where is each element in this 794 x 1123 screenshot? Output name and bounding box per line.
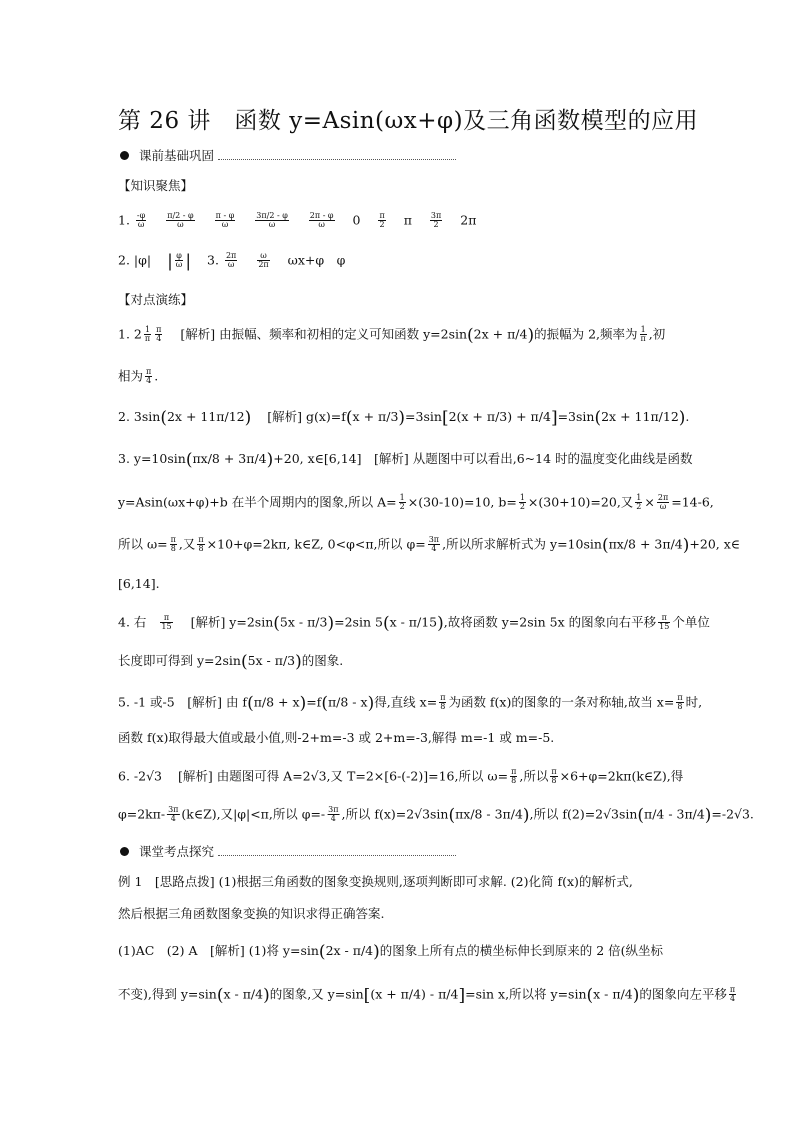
analysis-text: 的图象. — [301, 653, 344, 668]
fraction: $\frac{-\varphi}{\omega}$ — [136, 211, 146, 230]
analysis-text: ,所以 f(x)=2√3sin — [341, 806, 449, 822]
knowledge-line-1 — [118, 212, 476, 230]
math-expr: 2x + 11π/12 — [166, 409, 245, 424]
math-expr: (x + π/4) - π/4 — [370, 986, 459, 1002]
fraction: $\frac{1}{2}$ — [399, 493, 405, 512]
example-1-line-3: (1)AC (2) A [解析] (1)将 y=sin(2x - π/4)的图象上所有点的横坐标伸长到原来的 2 倍(纵坐标 — [118, 942, 664, 962]
practice-2-line-1: 2. 3sin(2x + 11π/12) [解析] g(x)=f(x + π/3)=3sin[2(x + π/3) + π/4]=3sin(2x + 11π/12). — [118, 408, 690, 428]
fraction: $\frac{2\pi}{\omega}$ — [657, 493, 669, 512]
section-header-in-class — [120, 842, 456, 860]
analysis-text: =3sin — [557, 409, 595, 424]
analysis-text: +20, x∈ — [689, 536, 741, 552]
analysis-text: 个单位 — [672, 614, 710, 630]
section-label: 课堂考点探究 — [139, 844, 215, 859]
analysis-text: 的振幅为 2,频率为 — [534, 326, 638, 342]
analysis-text: [解析] y=2sin — [190, 614, 274, 630]
analysis-text: [解析] 由题图可得 A=2√3,又 T=2×[6-(-2)]=16,所以 ω= — [177, 768, 509, 784]
analysis-text: =2sin 5 — [334, 614, 383, 630]
analysis-text: +20, x∈[6,14] [解析] 从题图中可以看出,6~14 时的温度变化曲线是函数 — [273, 451, 693, 466]
example-1-line-1: 例 1 [思路点拨] (1)根据三角函数的图象变换规则,逐项判断即可求解. (2)化简 f(x)的解析式, — [118, 874, 633, 889]
analysis-text: =sin x,所以将 y=sin — [465, 986, 587, 1002]
fraction: $\frac{\pi - \varphi}{\omega}$ — [215, 211, 235, 230]
section-label: 课前基础巩固 — [139, 148, 215, 163]
practice-6-line-1 — [118, 768, 683, 786]
analysis-text: ×6+φ=2kπ(k∈Z),得 — [559, 768, 684, 784]
fraction: $\frac{\pi}{15}$ — [659, 613, 670, 632]
practice-heading: 【对点演练】 — [118, 292, 194, 307]
analysis-text: =14-6, — [671, 494, 714, 510]
value-pi: π — [403, 212, 412, 228]
analysis-text: ,所以所求解析式为 y=10sin — [442, 536, 602, 552]
practice-5-line-2: 函数 f(x)取得最大值或最小值,则-2+m=-3 或 2+m=-3,解得 m=-1 或 m=-5. — [118, 730, 555, 745]
example-1-line-2: 然后根据三角函数图象变换的知识求得正确答案. — [118, 906, 385, 921]
math-expr: 5x - π/3 — [279, 614, 328, 630]
math-expr: πx/8 - 3π/4 — [455, 806, 523, 822]
fraction: $\frac{\pi}{8}$ — [551, 767, 557, 786]
math-expr: πx/8 + 3π/4 — [608, 536, 683, 552]
analysis-text: ,所以 — [519, 768, 549, 784]
fraction: $\frac{\pi}{15}$ — [161, 613, 172, 632]
bullet-icon — [120, 151, 129, 160]
fraction: $\frac{2\pi}{\omega}$ — [225, 251, 237, 270]
bullet-icon — [120, 847, 129, 856]
section-header-pre-class — [120, 146, 456, 164]
item-text: 2. |φ| — [118, 252, 152, 268]
answer: 1. 2 — [118, 326, 142, 342]
analysis-text: 不变),得到 y=sin — [118, 986, 217, 1002]
math-expr: 2(x + π/3) + π/4 — [448, 409, 551, 424]
item-text: ωx+φ φ — [287, 252, 346, 268]
practice-3-line-4: [6,14]. — [118, 576, 160, 591]
analysis-text: y=Asin(ωx+φ)+b 在半个周期内的图象,所以 A= — [118, 494, 397, 510]
math-expr: π/8 + x — [253, 694, 300, 710]
practice-5-line-1: 5. -1 或-5 [解析] 由 f(π/8 + x)=f(π/8 - x)得,直线 x= $\frac{\pi}{8}$ 为函数 f(x)的图象的一条对称轴,故当 x= $\frac{\pi}{8}$ 时, — [118, 693, 703, 714]
fraction: $\frac{\varphi}{\omega}$ — [175, 251, 183, 270]
math-expr: 2x + 11π/12 — [601, 409, 679, 424]
fraction: $\frac{3\pi}{4}$ — [328, 805, 339, 824]
fraction: $\frac{1}{\pi}$ — [144, 325, 151, 344]
analysis-text: =f — [306, 694, 322, 710]
answer: 3. y=10sin — [118, 451, 186, 466]
answer: 5. -1 或-5 [解析] 由 f — [118, 694, 248, 710]
value-zero: 0 — [352, 212, 361, 228]
analysis-text: ×(30-10)=10, b= — [407, 494, 517, 510]
math-expr: x - π/15 — [389, 614, 438, 630]
page-title: 第 26 讲 函数 y=Asin(ωx+φ)及三角函数模型的应用 — [118, 108, 699, 134]
fraction: $\frac{1}{2}$ — [519, 493, 525, 512]
math-expr: πx/8 + 3π/4 — [192, 451, 267, 466]
practice-3-line-3: 所以 ω= $\frac{\pi}{8}$ ,又 $\frac{\pi}{8}$ ×10+φ=2kπ, k∈Z, 0<φ<π,所以 φ= $\frac{3\pi}{4}$ ,所以所求解析式为 y=10sin(πx/8 + 3π/4)+20, x∈ — [118, 535, 741, 556]
fraction: $\frac{\pi}{2}$ — [379, 211, 385, 230]
analysis-text: 相为 — [118, 368, 144, 384]
math-expr: π/8 - x — [327, 694, 368, 710]
fraction: $\frac{\pi}{4}$ — [146, 367, 152, 386]
practice-4-line-1: 4. 右 $\frac{\pi}{15}$ [解析] y=2sin(5x - π/3)=2sin 5(x - π/15),故将函数 y=2sin 5x 的图象向右平移 $\frac{\pi}{15}$ 个单位 — [118, 613, 710, 634]
fraction: $\frac{3\pi/2 - \varphi}{\omega}$ — [256, 211, 288, 230]
analysis-text: ,初 — [648, 326, 666, 342]
fraction: $\frac{3\pi}{4}$ — [428, 535, 440, 554]
analysis-text: [解析] g(x)=f — [267, 409, 346, 424]
answer: 4. 右 — [118, 614, 147, 630]
math-expr: 2x + π/4 — [473, 326, 528, 342]
knowledge-heading: 【知识聚焦】 — [118, 178, 194, 193]
fraction: $\frac{3\pi}{2}$ — [430, 211, 442, 230]
practice-6-line-2: φ=2kπ- $\frac{3\pi}{4}$ (k∈Z),又|φ|<π,所以 φ=- $\frac{3\pi}{4}$ ,所以 f(x)=2√3sin(πx/8 - 3π/4),所以 f(2)=2√3sin(π/4 - 3π/4)=-2√3. — [118, 805, 754, 826]
fraction: $\frac{3\pi}{4}$ — [168, 805, 179, 824]
dotted-leader — [218, 847, 456, 856]
practice-3-line-1: 3. y=10sin(πx/8 + 3π/4)+20, x∈[6,14] [解析] 从题图中可以看出,6~14 时的温度变化曲线是函数 — [118, 450, 693, 470]
fraction: $\frac{2\pi - \varphi}{\omega}$ — [309, 211, 334, 230]
analysis-text: 的图象上所有点的横坐标伸长到原来的 2 倍(纵坐标 — [379, 943, 664, 958]
dotted-leader — [218, 151, 456, 160]
practice-1-line-1: 1. 2 $\frac{1}{\pi}$ $\frac{\pi}{4}$ [解析] 由振幅、频率和初相的定义可知函数 y=2sin(2x + π/4)的振幅为 2,频率为 $\frac{1}{\pi}$ ,初 — [118, 325, 666, 346]
analysis-text: =3sin — [405, 409, 442, 424]
analysis-text: ,故将函数 y=2sin 5x 的图象向右平移 — [443, 614, 657, 630]
answer: 2. 3sin — [118, 409, 161, 424]
analysis-text: 的图象,又 y=sin — [269, 986, 364, 1002]
fraction: $\frac{1}{2}$ — [636, 493, 642, 512]
fraction: $\frac{\pi}{8}$ — [677, 693, 683, 712]
fraction: $\frac{\pi}{4}$ — [156, 325, 162, 344]
fraction: $\frac{\pi}{8}$ — [198, 535, 204, 554]
math-expr: 2x - π/4 — [325, 943, 374, 958]
analysis-text: 的图象向左平移 — [639, 986, 727, 1002]
fraction: $\frac{\omega}{2\pi}$ — [258, 251, 269, 270]
knowledge-line-2: 2. |φ| | $\frac{\varphi}{\omega}$ | 3. $\frac{2\pi}{\omega}$ $\frac{\omega}{2\pi}$ ωx+φ φ — [118, 251, 346, 272]
analysis-text: (1)AC (2) A [解析] (1)将 y=sin — [118, 943, 319, 958]
analysis-text: 长度即可得到 y=2sin — [118, 653, 241, 668]
analysis-text: ×(30+10)=20,又 — [527, 494, 634, 510]
analysis-text: ,所以 f(2)=2√3sin — [529, 806, 638, 822]
analysis-text: 所以 ω= — [118, 536, 168, 552]
analysis-text: 得,直线 x= — [374, 694, 438, 710]
value-2pi: 2π — [460, 212, 477, 228]
fraction: $\frac{\pi}{8}$ — [170, 535, 176, 554]
item-number: 3. — [207, 252, 219, 268]
math-expr: x - π/4 — [593, 986, 633, 1002]
fraction: $\frac{1}{\pi}$ — [640, 325, 646, 344]
analysis-text: (k∈Z),又|φ|<π,所以 φ=- — [181, 806, 326, 822]
practice-1-line-2: 相为 $\frac{\pi}{4}$ . — [118, 367, 159, 386]
practice-4-line-2: 长度即可得到 y=2sin(5x - π/3)的图象. — [118, 652, 344, 672]
example-1-line-4: 不变),得到 y=sin(x - π/4)的图象,又 y=sin[(x + π/4) - π/4]=sin x,所以将 y=sin(x - π/4)的图象向左平移 $\frac{\pi}{4}$ — [118, 985, 736, 1006]
fraction: $\frac{\pi}{8}$ — [440, 693, 446, 712]
math-expr: x + π/3 — [352, 409, 399, 424]
item-number: 1. — [118, 212, 130, 228]
analysis-text: φ=2kπ- — [118, 806, 166, 822]
math-expr: x - π/4 — [223, 986, 264, 1002]
analysis-text: =-2√3. — [711, 806, 754, 822]
fraction: $\frac{\pi}{4}$ — [729, 985, 736, 1004]
answer: 6. -2√3 — [118, 768, 162, 784]
fraction: $\frac{\pi/2 - \varphi}{\omega}$ — [167, 211, 194, 230]
fraction: $\frac{\pi}{8}$ — [511, 767, 517, 786]
analysis-text: ,又 — [178, 536, 196, 552]
analysis-text: ×10+φ=2kπ, k∈Z, 0<φ<π,所以 φ= — [206, 536, 426, 552]
analysis-text: 为函数 f(x)的图象的一条对称轴,故当 x= — [448, 694, 675, 710]
practice-3-line-2: y=Asin(ωx+φ)+b 在半个周期内的图象,所以 A= $\frac{1}{2}$ ×(30-10)=10, b= $\frac{1}{2}$ ×(30+10)=20,又 $\frac{1}{2}$ × $\frac{2\pi}{\omega}$ =14-6, — [118, 493, 714, 512]
analysis-text: 时, — [685, 694, 703, 710]
math-expr: π/4 - 3π/4 — [644, 806, 705, 822]
math-expr: 5x - π/3 — [247, 653, 296, 668]
analysis-text: [解析] 由振幅、频率和初相的定义可知函数 y=2sin — [180, 326, 468, 342]
